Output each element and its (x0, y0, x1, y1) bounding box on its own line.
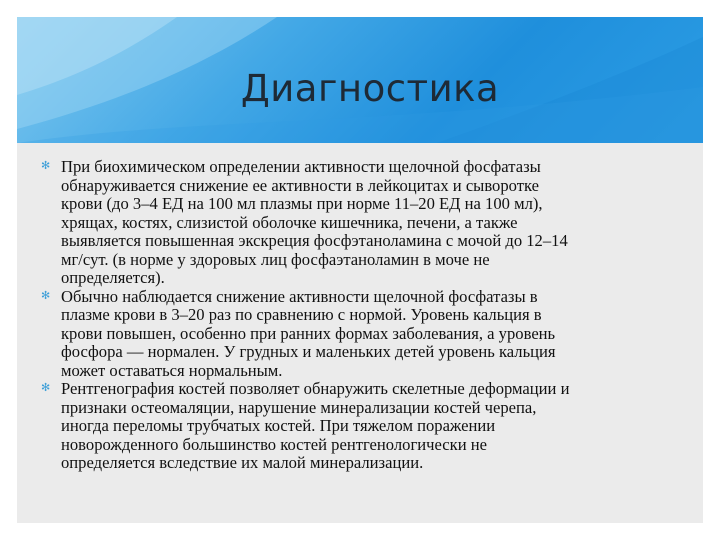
slide-title (17, 67, 703, 110)
slide (17, 17, 703, 523)
bullet-text-line: новорожденного большинство костей рентгенологически не (61, 434, 487, 454)
bullet-item (41, 380, 699, 473)
bullet-text-line: иногда переломы трубчатых костей. При тяжелом поражении (61, 416, 496, 435)
bullet-text-line: крови повышен, особенно при ранних формах заболевания, а уровень (61, 323, 556, 343)
bullet-text-line: обнаруживается снижение ее активности в лейкоцитах и сыворотке (61, 175, 539, 195)
bullet-asterisk-icon: ✻ (41, 381, 51, 394)
bullet-text-line: определяется). (61, 268, 165, 287)
header-band (17, 17, 703, 143)
bullet-item (41, 288, 699, 381)
bullet-text-line: При биохимическом определении активности щелочной фосфатазы (61, 157, 541, 176)
bullet-text-line: выявляется повышенная экскреция фосфэтаноламина с мочой до 12–14 (61, 231, 568, 250)
bullet-text-line: мг/сут. (в норме у здоровых лиц фосфаэтаноламин в моче не (61, 249, 490, 269)
bullet-asterisk-icon: ✻ (41, 288, 51, 302)
bullet-asterisk-icon: ✻ (41, 159, 51, 172)
bullet-text-line: Рентгенография костей позволяет обнаружить скелетные деформации и (61, 379, 570, 398)
bullet-text-line: определяется вследствие их малой минерализации. (61, 453, 424, 472)
bullet-item (41, 158, 699, 288)
bullet-text-line: может оставаться нормальным. (61, 360, 283, 380)
bullet-text-line: хрящах, костях, слизистой оболочке кишечника, печени, а также (61, 212, 518, 232)
bullet-list (41, 158, 699, 473)
bullet-text-line: Обычно наблюдается снижение активности щелочной фосфатазы в (61, 286, 538, 306)
bullet-text-line: плазме крови в 3–20 раз по сравнению с нормой. Уровень кальция в (61, 305, 542, 324)
bullet-text-line: признаки остеомаляции, нарушение минерализации костей черепа, (61, 397, 537, 417)
slide-title-text: Диагностика (240, 67, 500, 110)
bullet-text-line: крови (до 3–4 ЕД на 100 мл плазмы при норме 11–20 ЕД на 100 мл), (61, 194, 543, 213)
bullet-text-line: фосфора — нормален. У грудных и маленьких детей уровень кальция (61, 342, 556, 361)
